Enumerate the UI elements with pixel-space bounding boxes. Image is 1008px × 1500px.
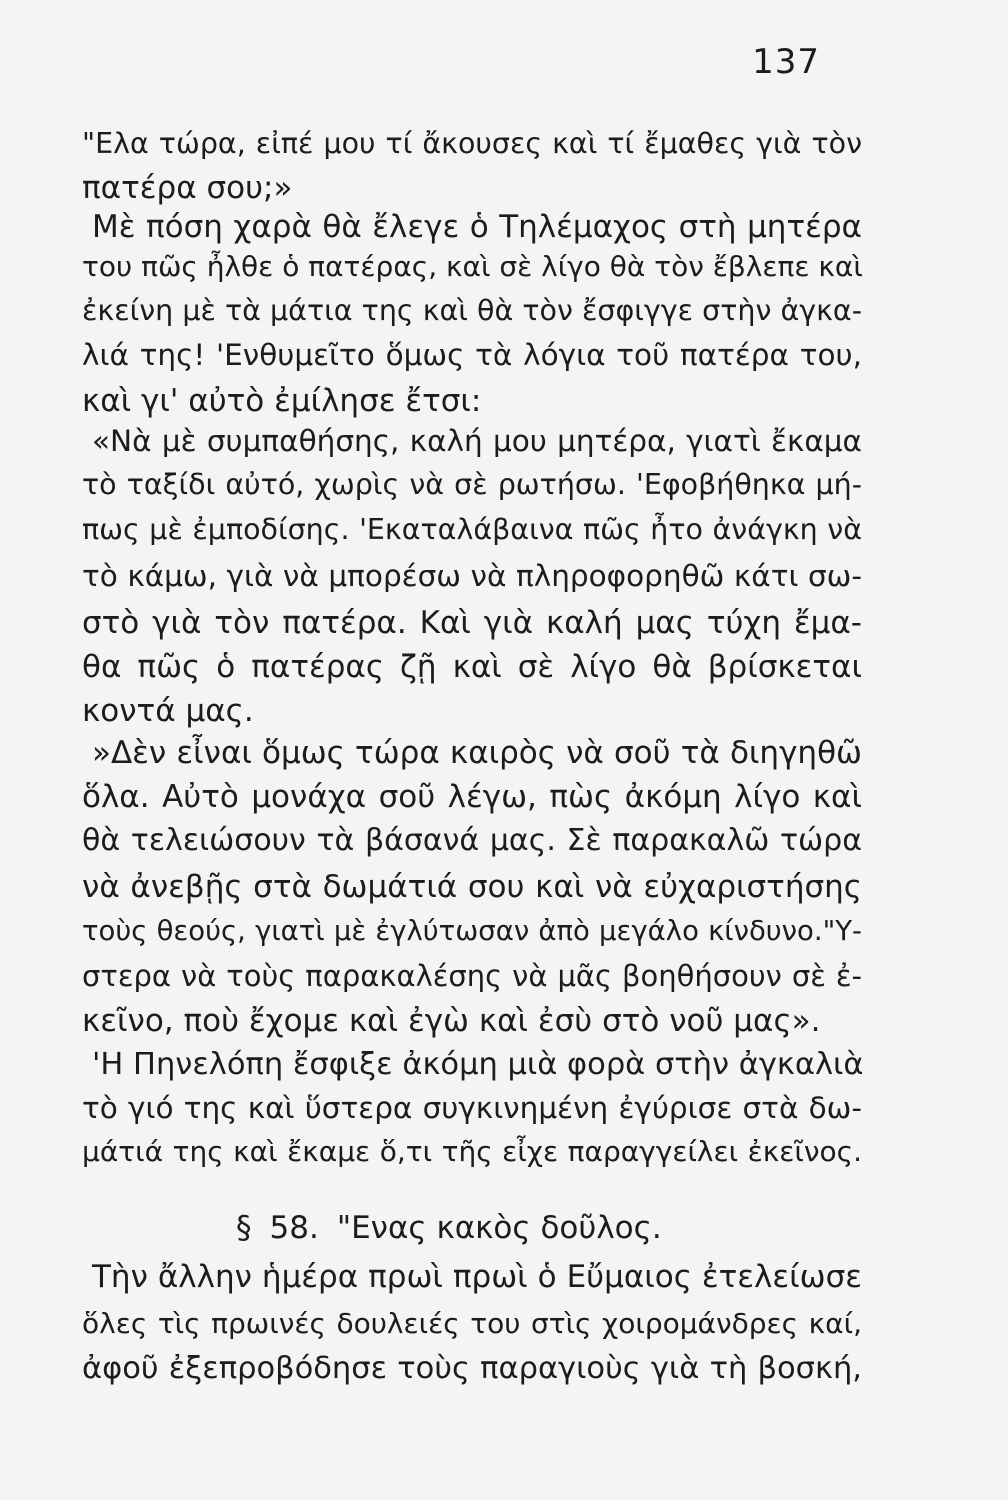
- text-line: τὸ ταξίδι αὐτό, χωρὶς νὰ σὲ ρωτήσω. 'Εφοβήθηκα μή-: [82, 468, 862, 501]
- text-line: κοντά μας.: [82, 693, 254, 729]
- text-line: μάτιά της καὶ ἔκαμε ὅ,τι τῆς εἶχε παραγγείλει ἐκεῖνος.: [82, 1135, 862, 1168]
- text-line: στερα νὰ τοὺς παρακαλέσης νὰ μᾶς βοηθήσουν σὲ ἐ-: [82, 959, 862, 993]
- text-line: ἐκείνη μὲ τὰ μάτια της καὶ θὰ τὸν ἔσφιγγε στὴν ἀγκα-: [82, 294, 862, 327]
- text-line: τὸ κάμω, γιὰ νὰ μπορέσω νὰ πληροφορηθῶ κάτι σω-: [82, 559, 862, 593]
- text-line: ὅλα. Αὐτὸ μονάχα σοῦ λέγω, πὼς ἀκόμη λίγο καὶ: [82, 779, 862, 815]
- text-line: ὅλες τὶς πρωινές δουλειές του στὶς χοιρομάνδρες καί,: [82, 1307, 862, 1340]
- text-line: τοὺς θεούς, γιατὶ μὲ ἐγλύτωσαν ἀπὸ μεγάλο κίνδυνο."Υ-: [82, 915, 862, 947]
- section-heading: [236, 1210, 662, 1246]
- text-line: του πῶς ἦλθε ὁ πατέρας, καὶ σὲ λίγο θὰ τὸν ἔβλεπε καὶ: [82, 250, 863, 283]
- section-number: 58.: [269, 1210, 319, 1246]
- text-line: λιά της! 'Ενθυμεῖτο ὅμως τὰ λόγια τοῦ πατέρα του,: [82, 338, 862, 372]
- text-line: "Ελα τώρα, εἰπέ μου τί ἄκουσες καὶ τί ἔμαθες γιὰ τὸν: [82, 127, 862, 160]
- text-line: νὰ ἀνεβῇς στὰ δωμάτιά σου καὶ νὰ εὐχαριστήσης: [82, 869, 862, 905]
- text-line: θα πῶς ὁ πατέρας ζῇ καὶ σὲ λίγο θὰ βρίσκεται: [82, 649, 862, 685]
- text-line: «Νὰ μὲ συμπαθήσης, καλή μου μητέρα, γιατὶ ἔκαμα: [92, 424, 862, 458]
- text-line: θὰ τελειώσουν τὰ βάσανά μας. Σὲ παρακαλῶ τώρα: [82, 823, 862, 858]
- text-line: 'Η Πηνελόπη ἔσφιξε ἀκόμη μιὰ φορὰ στὴν ἀγκαλιὰ: [92, 1047, 864, 1082]
- text-line: Τὴν ἄλλην ἡμέρα πρωὶ πρωὶ ὁ Εὔμαιος ἐτελείωσε: [92, 1259, 862, 1295]
- text-line: »Δὲν εἶναι ὅμως τώρα καιρὸς νὰ σοῦ τὰ διηγηθῶ: [92, 735, 862, 771]
- text-line: Μὲ πόση χαρὰ θὰ ἔλεγε ὁ Τηλέμαχος στὴ μητέρα: [92, 209, 862, 245]
- text-line: πατέρα σου;»: [82, 170, 293, 206]
- section-title: "Ενας κακὸς δοῦλος.: [336, 1210, 662, 1246]
- text-line: κεῖνο, ποὺ ἔχομε καὶ ἐγὼ καὶ ἐσὺ στὸ νοῦ μας».: [82, 1003, 821, 1039]
- text-line: τὸ γιό της καὶ ὕστερα συγκινημένη ἐγύρισε στὰ δω-: [82, 1091, 862, 1125]
- text-line: στὸ γιὰ τὸν πατέρα. Καὶ γιὰ καλή μας τύχη ἔμα-: [82, 605, 862, 641]
- text-line: καὶ γι' αὐτὸ ἐμίλησε ἔτσι:: [82, 383, 482, 419]
- text-line: πως μὲ ἐμποδίσης. 'Εκαταλάβαινα πῶς ἦτο ἀνάγκη νὰ: [82, 513, 862, 546]
- page-number: 137: [752, 42, 820, 82]
- section-symbol: §: [236, 1210, 252, 1246]
- text-line: ἀφοῦ ἐξεπροβόδησε τοὺς παραγιοὺς γιὰ τὴ βοσκή,: [82, 1351, 862, 1386]
